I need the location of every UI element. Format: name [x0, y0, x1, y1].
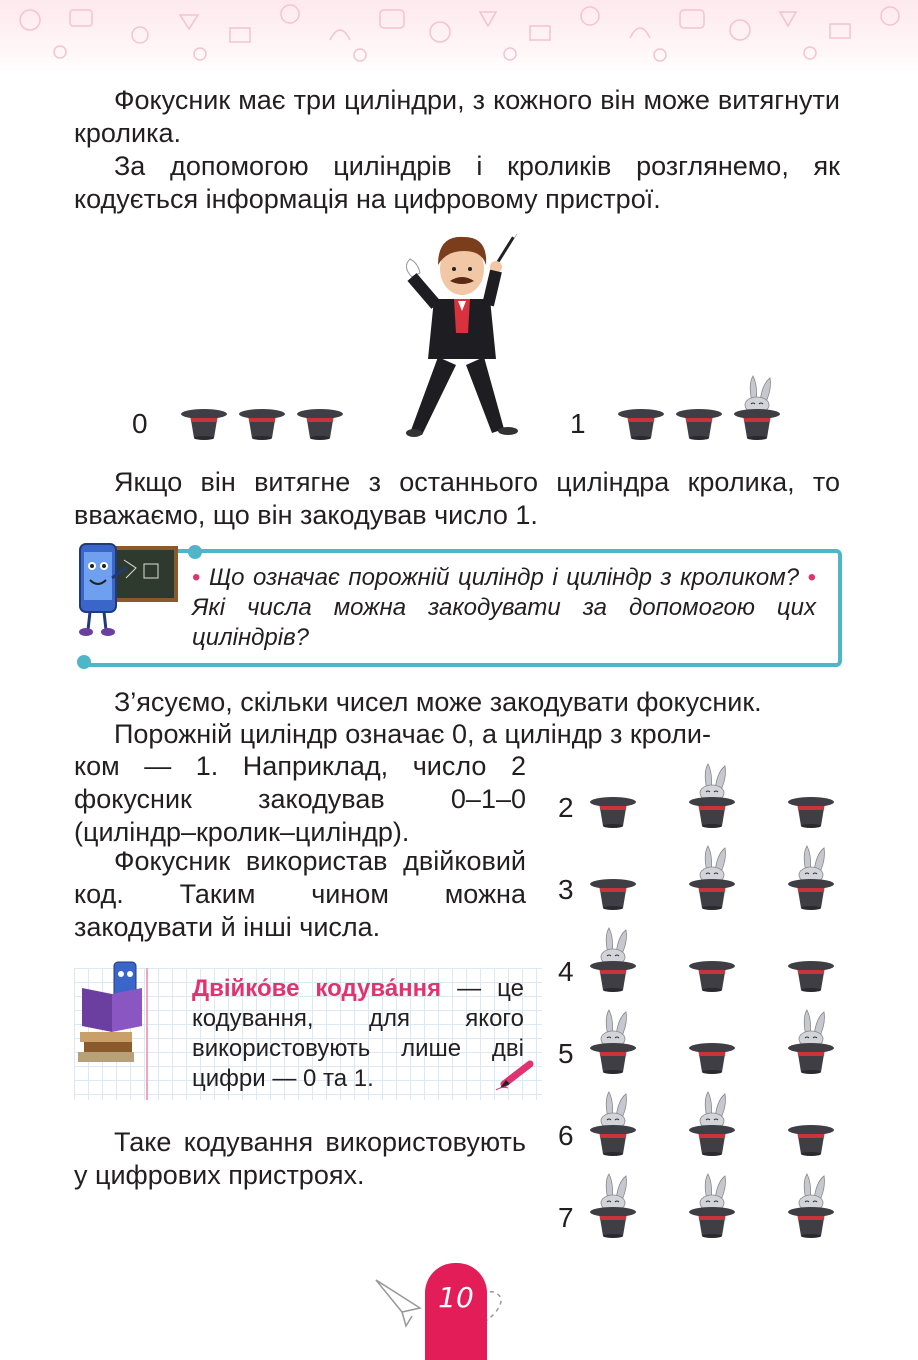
- rabbit-hat-icon: [688, 762, 736, 833]
- paragraph-usage: Таке кодування використовують у цифрових пристроях.: [74, 1127, 526, 1190]
- code-row-number: 3: [558, 874, 574, 905]
- number-one: 1: [570, 408, 586, 439]
- hat-icon: [589, 844, 637, 915]
- magician-illustration: [392, 225, 532, 440]
- paragraph-example: ком — 1. Наприклад, число 2 фокусник закодував 0–1–0 (циліндр–кролик–циліндр).: [74, 751, 526, 847]
- rabbit-hat-icon: [787, 1008, 835, 1079]
- code-row-number: 5: [558, 1038, 574, 1069]
- paragraph-encode-one: Якщо він витягне з останнього циліндра кролика, то вважаємо, що він закодував число 1.: [74, 467, 840, 530]
- rabbit-hat-icon: [787, 844, 835, 915]
- paragraph-purpose: За допомогою циліндрів і кроликів розглянемо, як кодується інформація на цифровому пристрої.: [74, 151, 840, 214]
- code-row-number: 2: [558, 792, 574, 823]
- definition-margin-line: [146, 968, 148, 1100]
- box-dot-top: [188, 545, 202, 559]
- hat-icon: [238, 374, 286, 445]
- code-row-number: 4: [558, 956, 574, 987]
- phone-mascot-blackboard-icon: [74, 538, 180, 640]
- hat-icon: [787, 762, 835, 833]
- paragraph-how-many: З’ясуємо, скільки чисел може закодувати фокусник.: [114, 687, 762, 717]
- rabbit-hat-icon: [733, 374, 781, 445]
- hat-icon: [617, 374, 665, 445]
- hat-icon: [296, 374, 344, 445]
- hat-icon: [688, 1008, 736, 1079]
- phone-mascot-reading-icon: [74, 958, 146, 1064]
- page-number: 10: [438, 1281, 474, 1314]
- code-row-number: 7: [558, 1202, 574, 1233]
- rabbit-hat-icon: [589, 1008, 637, 1079]
- paragraph-binary-code: Фокусник використав двійковий код. Таким чином можна закодувати й інші числа.: [74, 846, 526, 942]
- code-row-number: 6: [558, 1120, 574, 1151]
- page-number-tab: [425, 1263, 487, 1360]
- number-zero: 0: [132, 408, 148, 439]
- rabbit-hat-icon: [688, 844, 736, 915]
- question-text: • Що означає порожній циліндр і циліндр з кроликом? • Які числа можна закодувати за допомогою цих циліндрів?: [192, 564, 817, 651]
- hat-icon: [589, 762, 637, 833]
- hat-icon: [675, 374, 723, 445]
- decorative-header-band: [0, 0, 918, 72]
- hat-icon: [180, 374, 228, 445]
- hat-icon: [787, 1090, 835, 1161]
- rabbit-hat-icon: [688, 1090, 736, 1161]
- paragraph-meaning: Порожній циліндр означає 0, а циліндр з кроли-: [114, 719, 711, 749]
- rabbit-hat-icon: [589, 1090, 637, 1161]
- hat-icon: [688, 926, 736, 997]
- paragraph-intro: Фокусник має три циліндри, з кожного він може витягнути кролика.: [74, 85, 840, 148]
- doodle-pattern: [0, 0, 918, 72]
- rabbit-hat-icon: [688, 1172, 736, 1243]
- rabbit-hat-icon: [589, 926, 637, 997]
- pencil-icon: [494, 1058, 538, 1092]
- rabbit-hat-icon: [589, 1172, 637, 1243]
- box-dot-bottom: [77, 655, 91, 669]
- definition-text: Двійко́ве кодува́ння — це кодування, для якого використовують лише дві цифри — 0 та 1.: [192, 975, 524, 1092]
- hat-icon: [787, 926, 835, 997]
- rabbit-hat-icon: [787, 1172, 835, 1243]
